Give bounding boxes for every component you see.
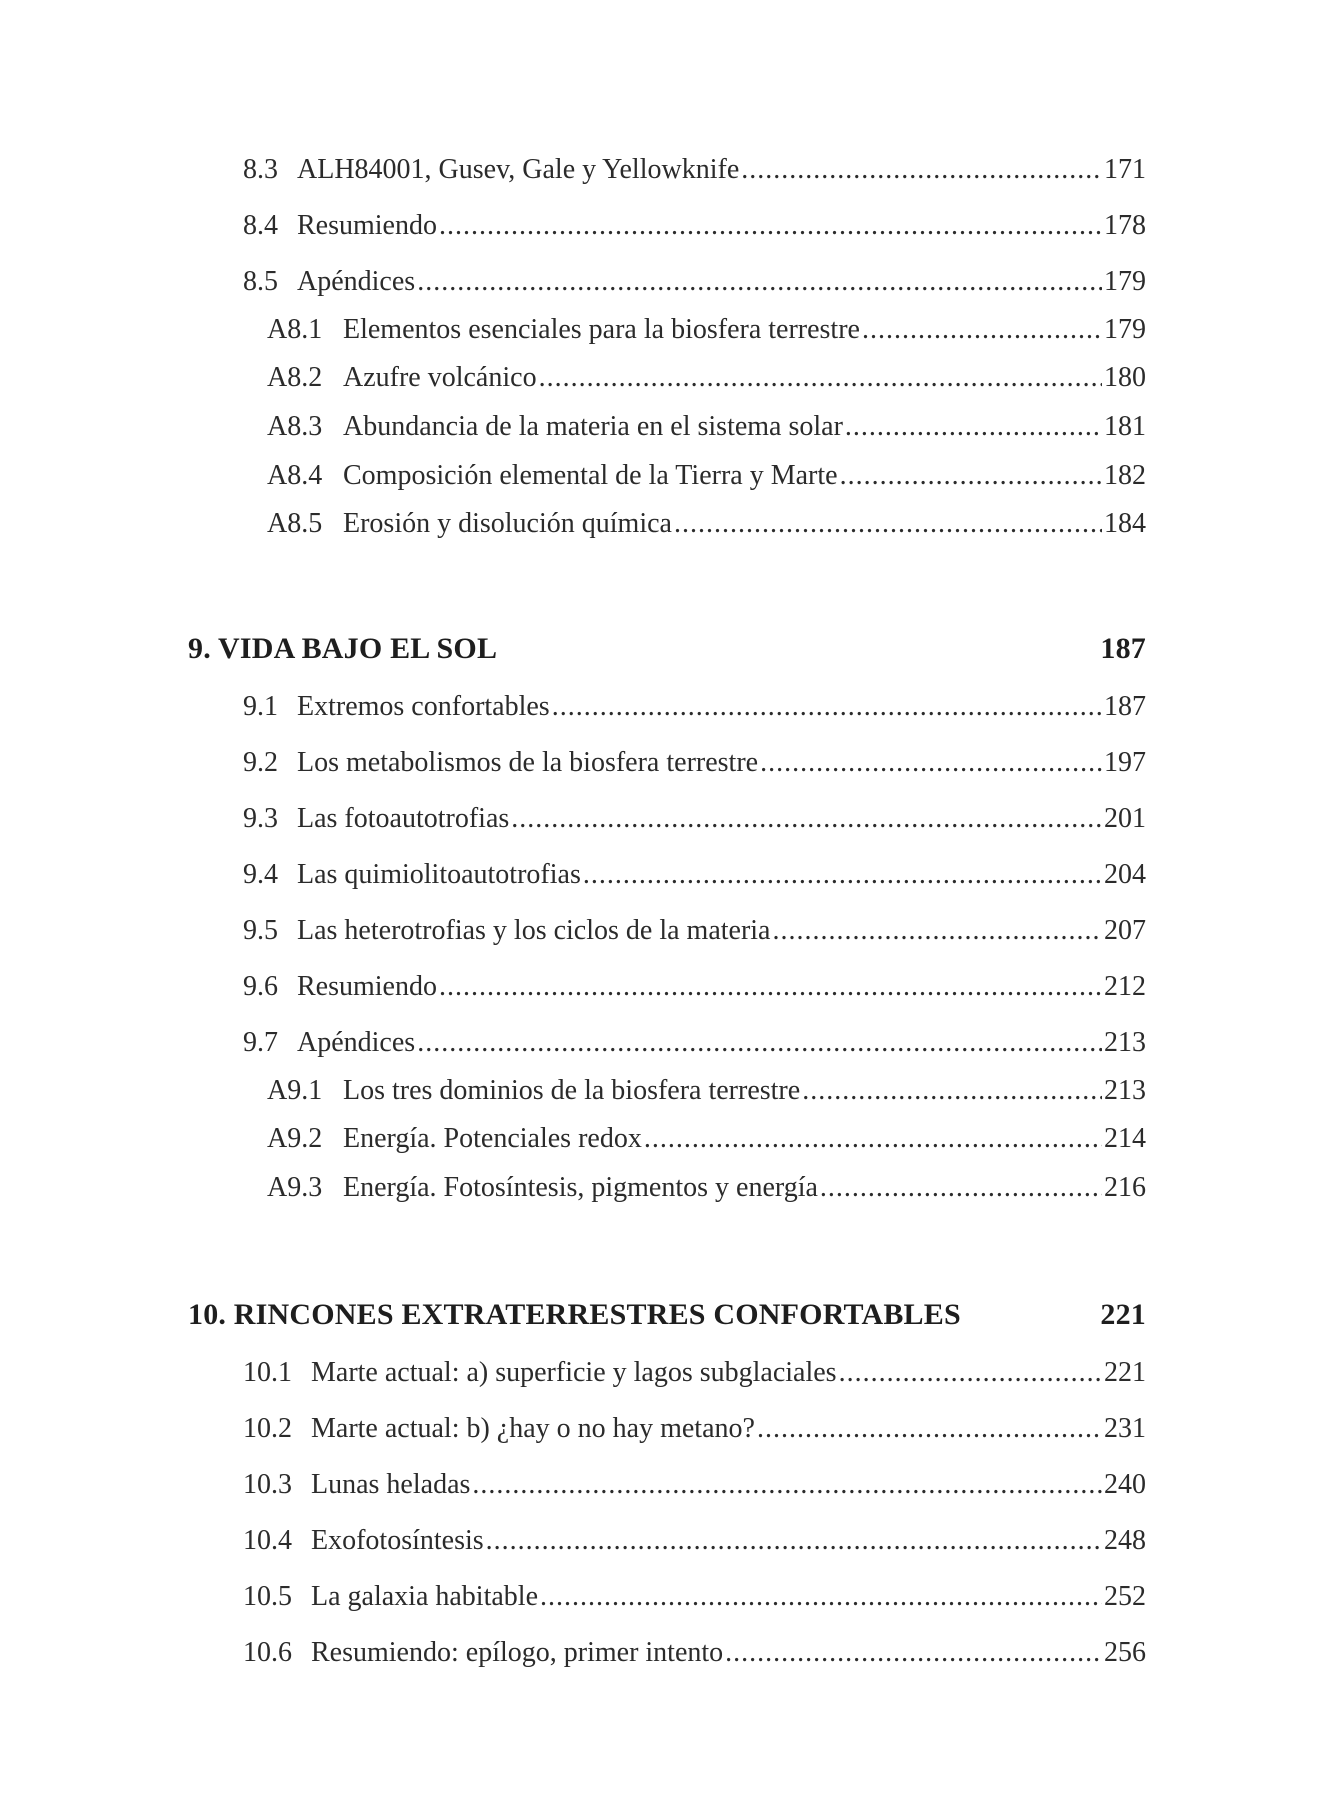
entry-page: 180 [1104, 362, 1146, 393]
entry-title: Elementos esenciales para la biosfera terrestre [343, 314, 860, 345]
dot-leader [539, 360, 1102, 396]
toc-appendix-a8-4 [267, 458, 1146, 494]
entry-title: Las quimiolitoautotrofias [297, 859, 581, 890]
dot-leader [417, 1025, 1102, 1061]
toc-entry-9-5 [243, 913, 1146, 949]
dot-leader [839, 1355, 1102, 1391]
entry-title: Erosión y disolución química [343, 508, 672, 539]
dot-leader [757, 1411, 1102, 1447]
dot-leader [511, 801, 1102, 837]
entry-number: 8.3 [243, 154, 278, 185]
entry-page: 182 [1104, 460, 1146, 491]
entry-title: Resumiendo: epílogo, primer intento [311, 1637, 724, 1668]
entry-page: 240 [1104, 1469, 1146, 1500]
toc-entry-10-3 [243, 1467, 1146, 1503]
entry-page: 179 [1104, 314, 1146, 345]
chapter-page: 221 [1100, 1298, 1146, 1331]
entry-title: Apéndices [297, 266, 416, 297]
dot-leader [644, 1121, 1102, 1157]
toc-entry-9-1 [243, 689, 1146, 725]
entry-title: Los metabolismos de la biosfera terrestre [297, 747, 759, 778]
toc-entry-8-4 [243, 208, 1146, 244]
toc-appendix-a8-2 [267, 360, 1146, 396]
dot-leader [862, 312, 1102, 348]
entry-title: Resumiendo [297, 971, 437, 1002]
entry-title: Las heterotrofias y los ciclos de la materia [297, 915, 771, 946]
entry-page: 213 [1104, 1075, 1146, 1106]
toc-entry-9-6 [243, 969, 1146, 1005]
dot-leader [439, 969, 1102, 1005]
entry-number: A8.3 [267, 411, 323, 442]
entry-number: A9.2 [267, 1123, 323, 1154]
entry-number: 8.4 [243, 210, 278, 241]
toc-appendix-a8-1 [267, 312, 1146, 348]
dot-leader [439, 208, 1102, 244]
entry-page: 197 [1104, 747, 1146, 778]
entry-title: Marte actual: a) superficie y lagos subglaciales [311, 1357, 837, 1388]
entry-number: 10.2 [243, 1413, 292, 1444]
chapter-title: 9. VIDA BAJO EL SOL [188, 632, 498, 665]
entry-page: 171 [1104, 154, 1146, 185]
chapter-heading-10 [188, 1296, 1146, 1334]
dot-leader [760, 745, 1102, 781]
toc-entry-10-1 [243, 1355, 1146, 1391]
dot-leader [583, 857, 1102, 893]
dot-leader [674, 506, 1102, 542]
entry-number: 9.6 [243, 971, 278, 1002]
toc-appendix-a9-1 [267, 1073, 1146, 1109]
entry-number: 9.4 [243, 859, 278, 890]
entry-number: A8.1 [267, 314, 323, 345]
toc-entry-10-6 [243, 1635, 1146, 1671]
entry-page: 252 [1104, 1581, 1146, 1612]
entry-title: Energía. Potenciales redox [343, 1123, 642, 1154]
entry-number: 10.5 [243, 1581, 292, 1612]
entry-title: La galaxia habitable [311, 1581, 538, 1612]
entry-page: 179 [1104, 266, 1146, 297]
entry-number: 9.2 [243, 747, 278, 778]
entry-number: 9.1 [243, 691, 278, 722]
entry-page: 248 [1104, 1525, 1146, 1556]
entry-title: Azufre volcánico [343, 362, 537, 393]
entry-page: 201 [1104, 803, 1146, 834]
toc-entry-9-2 [243, 745, 1146, 781]
toc-entry-9-4 [243, 857, 1146, 893]
dot-leader [802, 1073, 1102, 1109]
entry-number: 9.3 [243, 803, 278, 834]
toc-appendix-a8-3 [267, 409, 1146, 445]
entry-title: Las fotoautotrofias [297, 803, 510, 834]
entry-page: 181 [1104, 411, 1146, 442]
entry-title: Marte actual: b) ¿hay o no hay metano? [311, 1413, 755, 1444]
entry-number: A9.3 [267, 1172, 323, 1203]
entry-title: Los tres dominios de la biosfera terrestre [343, 1075, 801, 1106]
dot-leader [552, 689, 1102, 725]
entry-page: 214 [1104, 1123, 1146, 1154]
entry-page: 231 [1104, 1413, 1146, 1444]
entry-page: 184 [1104, 508, 1146, 539]
toc-entry-10-5 [243, 1579, 1146, 1615]
toc-appendix-a9-2 [267, 1121, 1146, 1157]
toc-appendix-a9-3 [267, 1170, 1146, 1206]
dot-leader [772, 913, 1102, 949]
dot-leader [845, 409, 1102, 445]
entry-page: 178 [1104, 210, 1146, 241]
toc-entry-9-7 [243, 1025, 1146, 1061]
entry-number: 10.4 [243, 1525, 292, 1556]
entry-page: 213 [1104, 1027, 1146, 1058]
toc-entry-8-3 [243, 152, 1146, 188]
entry-page: 256 [1104, 1637, 1146, 1668]
entry-title: Resumiendo [297, 210, 437, 241]
entry-number: A9.1 [267, 1075, 323, 1106]
entry-number: 9.7 [243, 1027, 278, 1058]
entry-title: Apéndices [297, 1027, 416, 1058]
entry-page: 216 [1104, 1172, 1146, 1203]
dot-leader [840, 458, 1102, 494]
entry-number: 8.5 [243, 266, 278, 297]
entry-number: A8.2 [267, 362, 323, 393]
entry-page: 204 [1104, 859, 1146, 890]
dot-leader [741, 152, 1102, 188]
entry-title: Lunas heladas [311, 1469, 471, 1500]
entry-number: A8.4 [267, 460, 323, 491]
dot-leader [820, 1170, 1102, 1206]
entry-page: 207 [1104, 915, 1146, 946]
entry-page: 212 [1104, 971, 1146, 1002]
toc-entry-10-2 [243, 1411, 1146, 1447]
toc-entry-10-4 [243, 1523, 1146, 1559]
chapter-title: 10. RINCONES EXTRATERRESTRES CONFORTABLES [188, 1298, 961, 1331]
entry-number: A8.5 [267, 508, 323, 539]
entry-number: 10.6 [243, 1637, 292, 1668]
dot-leader [540, 1579, 1102, 1615]
entry-page: 187 [1104, 691, 1146, 722]
chapter-page: 187 [1100, 632, 1146, 665]
entry-title: Exofotosíntesis [311, 1525, 484, 1556]
entry-page: 221 [1104, 1357, 1146, 1388]
dot-leader [725, 1635, 1102, 1671]
toc-appendix-a8-5 [267, 506, 1146, 542]
toc-entry-9-3 [243, 801, 1146, 837]
toc-entry-8-5 [243, 264, 1146, 300]
entry-title: Composición elemental de la Tierra y Marte [343, 460, 838, 491]
entry-title: Energía. Fotosíntesis, pigmentos y energía [343, 1172, 818, 1203]
entry-number: 10.3 [243, 1469, 292, 1500]
dot-leader [417, 264, 1102, 300]
entry-title: ALH84001, Gusev, Gale y Yellowknife [297, 154, 740, 185]
entry-number: 10.1 [243, 1357, 292, 1388]
dot-leader [472, 1467, 1102, 1503]
entry-title: Extremos confortables [297, 691, 550, 722]
entry-title: Abundancia de la materia en el sistema solar [343, 411, 843, 442]
chapter-heading-9 [188, 630, 1146, 668]
entry-number: 9.5 [243, 915, 278, 946]
dot-leader [486, 1523, 1102, 1559]
